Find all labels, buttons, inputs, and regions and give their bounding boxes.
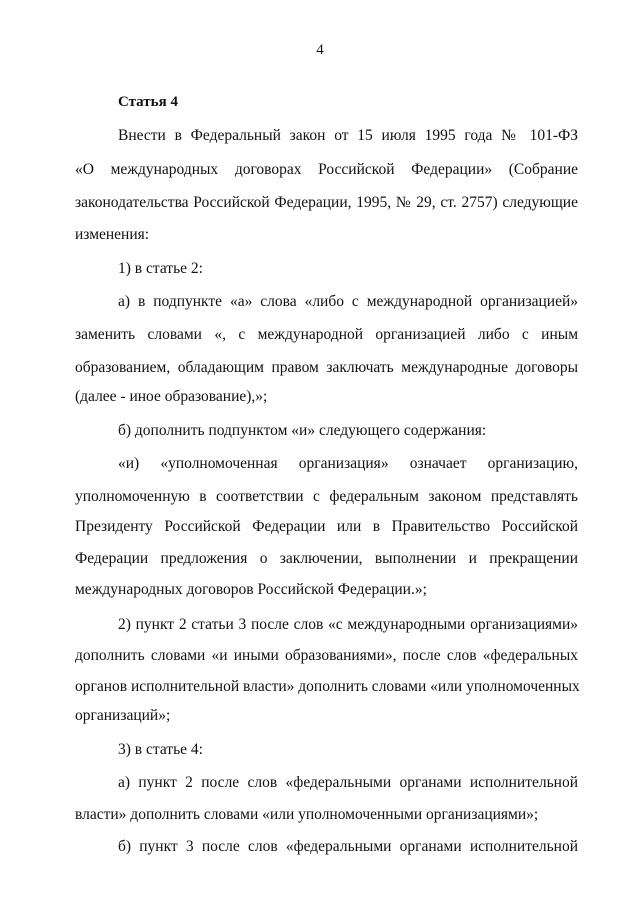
text-line: б) пункт 3 после слов «федеральными органами исполнительной [118, 838, 578, 855]
article-heading: Статья 4 [118, 94, 178, 110]
text-line: «О международных договорах Российской Федерации» (Собрание [75, 161, 578, 178]
text-line: «и) «уполномоченная организация» означает организацию, [118, 455, 578, 472]
text-line: органов исполнительной власти» дополнить словами «или уполномоченных [75, 678, 580, 695]
text-line: уполномоченную в соответствии с федеральным законом представлять [75, 488, 578, 505]
text-line: дополнить словами «и иными образованиями», после слов «федеральных [75, 647, 578, 664]
text-line: власти» дополнить словами «или уполномоченными организациями»; [75, 806, 539, 823]
text-line: Президенту Российской Федерации или в Правительство Российской [75, 518, 578, 535]
text-line: образованием, обладающим правом заключать международные договоры [75, 359, 578, 376]
text-line: 1) в статье 2: [118, 260, 203, 277]
page-number: 4 [316, 42, 324, 58]
text-line: Федерации предложения о заключении, выполнении и прекращении [75, 550, 578, 567]
text-line: б) дополнить подпунктом «и» следующего содержания: [118, 422, 487, 439]
text-line: международных договоров Российской Федерации.»; [75, 581, 427, 598]
text-line: а) пункт 2 после слов «федеральными органами исполнительной [118, 774, 578, 791]
text-line: Внести в Федеральный закон от 15 июля 1995 года № 101-ФЗ [118, 127, 578, 144]
text-line: (далее - иное образование),»; [75, 388, 268, 405]
text-line: организаций»; [75, 707, 171, 724]
text-line: изменения: [75, 226, 150, 243]
text-line: 3) в статье 4: [118, 741, 203, 758]
text-line: заменить словами «, с международной организацией либо с иным [75, 326, 578, 343]
text-line: 2) пункт 2 статьи 3 после слов «с международными организациями» [118, 616, 578, 633]
text-line: законодательства Российской Федерации, 1995, № 29, ст. 2757) следующие [75, 194, 578, 211]
text-line: а) в подпункте «а» слова «либо с международной организацией» [118, 293, 578, 310]
